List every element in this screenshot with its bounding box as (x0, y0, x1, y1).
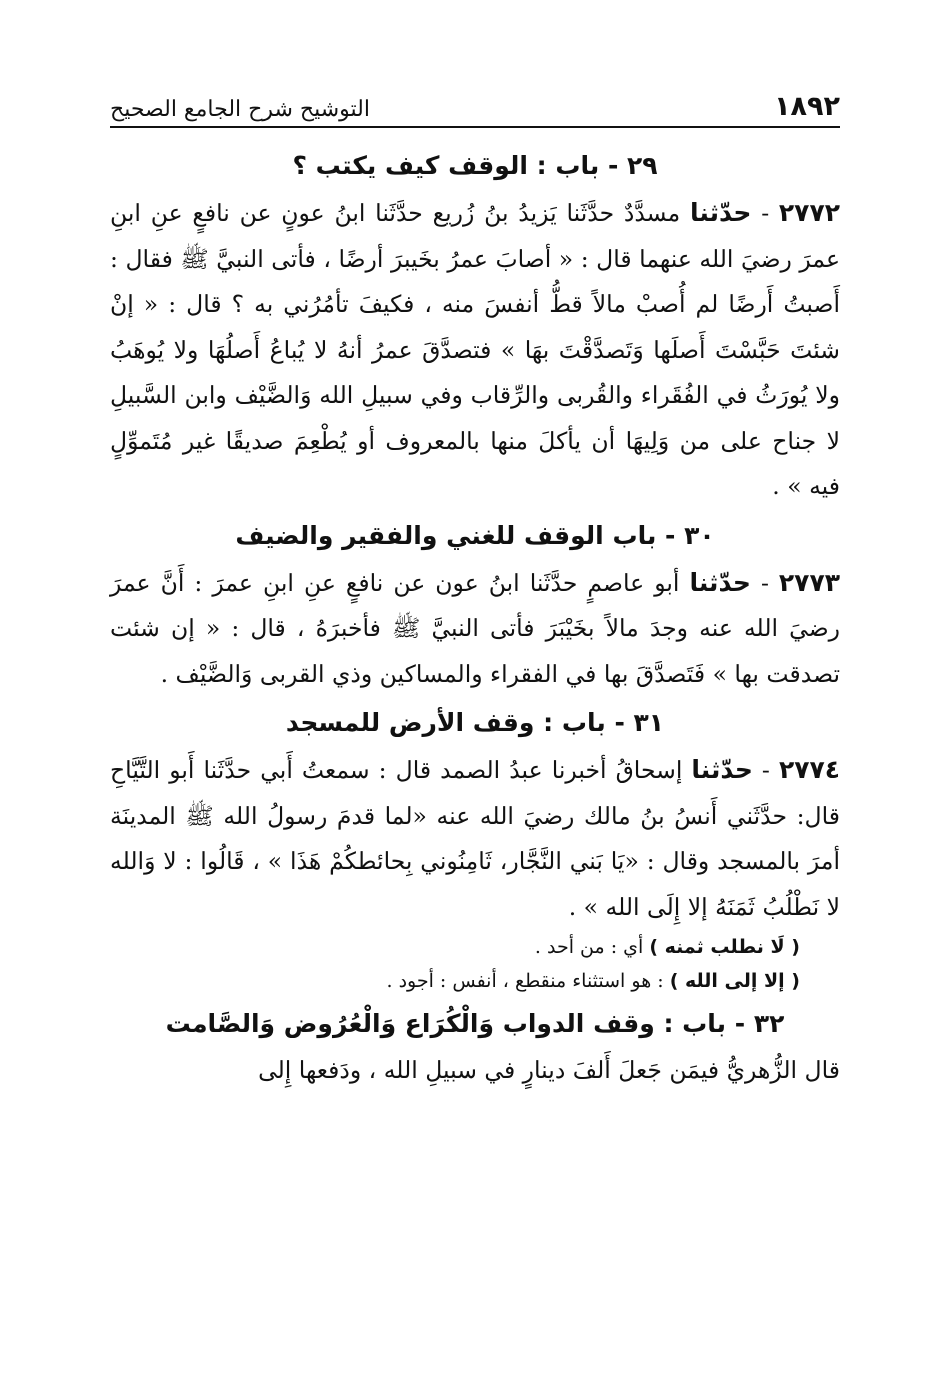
hadith-text: إسحاقُ أخبرنا عبدُ الصمد قال : سمعتُ أَبي حدَّثَنا أَبو التَّيَّاحِ قال: حدَّثَني أَنسُ بنُ مالك رضيَ الله عنه «لما قدمَ رسولُ الله ﷺ المدينَة أمرَ بالمسجد وقال : «يَا بَني النَّجَّار، ثَامِنُوني بِحائطكُمْ هَذَا » ، قَالُوا : لا وَالله لا نَطْلُبُ ثَمَنَهُ إلا إِلَى الله » . (110, 756, 840, 921)
hadith-text: أبو عاصمٍ حدَّثَنا ابنُ عون عن نافعٍ عنِ ابنِ عمرَ : أَنَّ عمرَ رضيَ الله عنه وجدَ مالاً بخَيْبَرَ فأتى النبيَّ ﷺ فأخبرَهُ ، قال : « إن شئت تصدقت بها » فَتَصدَّقَ بها في الفقراء والمساكين وذي القربى وَالضَّيْف . (110, 568, 840, 688)
book-page (110, 78, 840, 1094)
hadith-lead-word: حدّثنا (689, 198, 752, 227)
footnote-term: ( إلا إلى الله ) (669, 970, 800, 992)
running-header (110, 78, 840, 128)
hadith-paragraph: ٢٧٧٢ - حدّثنا مسدَّدٌ حدَّثَنا يَزيدُ بنُ زُريع حدَّثَنا ابنُ عونٍ عن نافعٍ عنِ ابنِ عمرَ رضيَ الله عنهما قال : « أصابَ عمرُ بخَيبرَ أرضًا ، فأتى النبيَّ ﷺ فقال : أَصبتُ أَرضًا لم أُصبْ مالاً قطُّ أنفسَ منه ، فكيفَ تأمُرُني به ؟ قال : « إنْ شئتَ حَبَّسْتَ أَصلَها وَتَصدَّقْتَ بهَا » فتصدَّقَ عمرُ أنهُ لا يُباعُ أَصلُهَا ولا يُوهَبُ ولا يُورَثُ في الفُقَراء والقُربى والرِّقاب وفي سبيلِ الله وَالضَّيْف وابن السَّبيلِ لا جناح على من وَلِيهَا أن يأكلَ منها بالمعروف أو يُطْعِمَ صديقًا غير مُتَموِّلٍ فيه » . (110, 198, 840, 500)
hadith-number: ٢٧٧٤ (778, 755, 840, 784)
hadith-text: مسدَّدٌ حدَّثَنا يَزيدُ بنُ زُريع حدَّثَنا ابنُ عونٍ عن نافعٍ عنِ ابنِ عمرَ رضيَ الله عنهما قال : « أصابَ عمرُ بخَيبرَ أرضًا ، فأتى النبيَّ ﷺ فقال : أَصبتُ أَرضًا لم أُصبْ مالاً قطُّ أنفسَ منه ، فكيفَ تأمُرُني به ؟ قال : « إنْ شئتَ حَبَّسْتَ أَصلَها وَتَصدَّقْتَ بهَا » فتصدَّقَ عمرُ أنهُ لا يُباعُ أَصلُهَا ولا يُوهَبُ ولا يُورَثُ في الفُقَراء والقُربى والرِّقاب وفي سبيلِ الله وَالضَّيْف وابن السَّبيلِ لا جناح على من وَلِيهَا أن يأكلَ منها بالمعروف أو يُطْعِمَ صديقًا غير مُتَموِّلٍ فيه » . (110, 199, 840, 500)
footnote (110, 930, 840, 964)
hadith-paragraph: ٢٧٧٣ - حدّثنا أبو عاصمٍ حدَّثَنا ابنُ عون عن نافعٍ عنِ ابنِ عمرَ : أَنَّ عمرَ رضيَ الله عنه وجدَ مالاً بخَيْبَرَ فأتى النبيَّ ﷺ فأخبرَهُ ، قال : « إن شئت تصدقت بها » فَتَصدَّقَ بها في الفقراء والمساكين وذي القربى وَالضَّيْف . (110, 567, 840, 688)
hadith-number: ٢٧٧٢ (778, 198, 840, 227)
hadith-lead-word: حدّثنا (689, 567, 751, 597)
book-title: التوشيح شرح الجامع الصحيح (110, 97, 370, 122)
page-number: ١٨٩٢ (774, 91, 840, 122)
body-paragraph: قال الزُّهريُّ فيمَن جَعلَ أَلفَ دينارٍ في سبيلِ الله ، ودَفعها إِلى (258, 1056, 840, 1084)
chapter-heading: ٣٢ - باب : وقف الدواب وَالْكُرَاع وَالْعُرُوض وَالصَّامت (165, 1009, 785, 1038)
footnote (110, 964, 840, 998)
hadith-number: ٢٧٧٣ (778, 567, 840, 597)
footnote-text: : هو استثناء منقطع ، أنفس : أجود . (386, 970, 664, 992)
footnote-text: أي : من أحد . (534, 936, 644, 958)
hadith-lead-word: حدّثنا (691, 755, 753, 784)
chapter-heading: ٣٠ - باب الوقف للغني والفقير والضيف (235, 520, 715, 550)
chapter-heading: ٣١ - باب : وقف الأرض للمسجد (285, 708, 665, 737)
footnote-term: ( لَا نطلب ثمنه ) (649, 936, 800, 958)
hadith-paragraph: ٢٧٧٤ - حدّثنا إسحاقُ أخبرنا عبدُ الصمد قال : سمعتُ أَبي حدَّثَنا أَبو التَّيَّاحِ قال: حدَّثَني أَنسُ بنُ مالك رضيَ الله عنه «لما قدمَ رسولُ الله ﷺ المدينَة أمرَ بالمسجد وقال : «يَا بَني النَّجَّار، ثَامِنُوني بِحائطكُمْ هَذَا » ، قَالُوا : لا وَالله لا نَطْلُبُ ثَمَنَهُ إلا إِلَى الله » . (110, 755, 840, 921)
chapter-heading: ٢٩ - باب : الوقف كيف يكتب ؟ (292, 151, 658, 180)
